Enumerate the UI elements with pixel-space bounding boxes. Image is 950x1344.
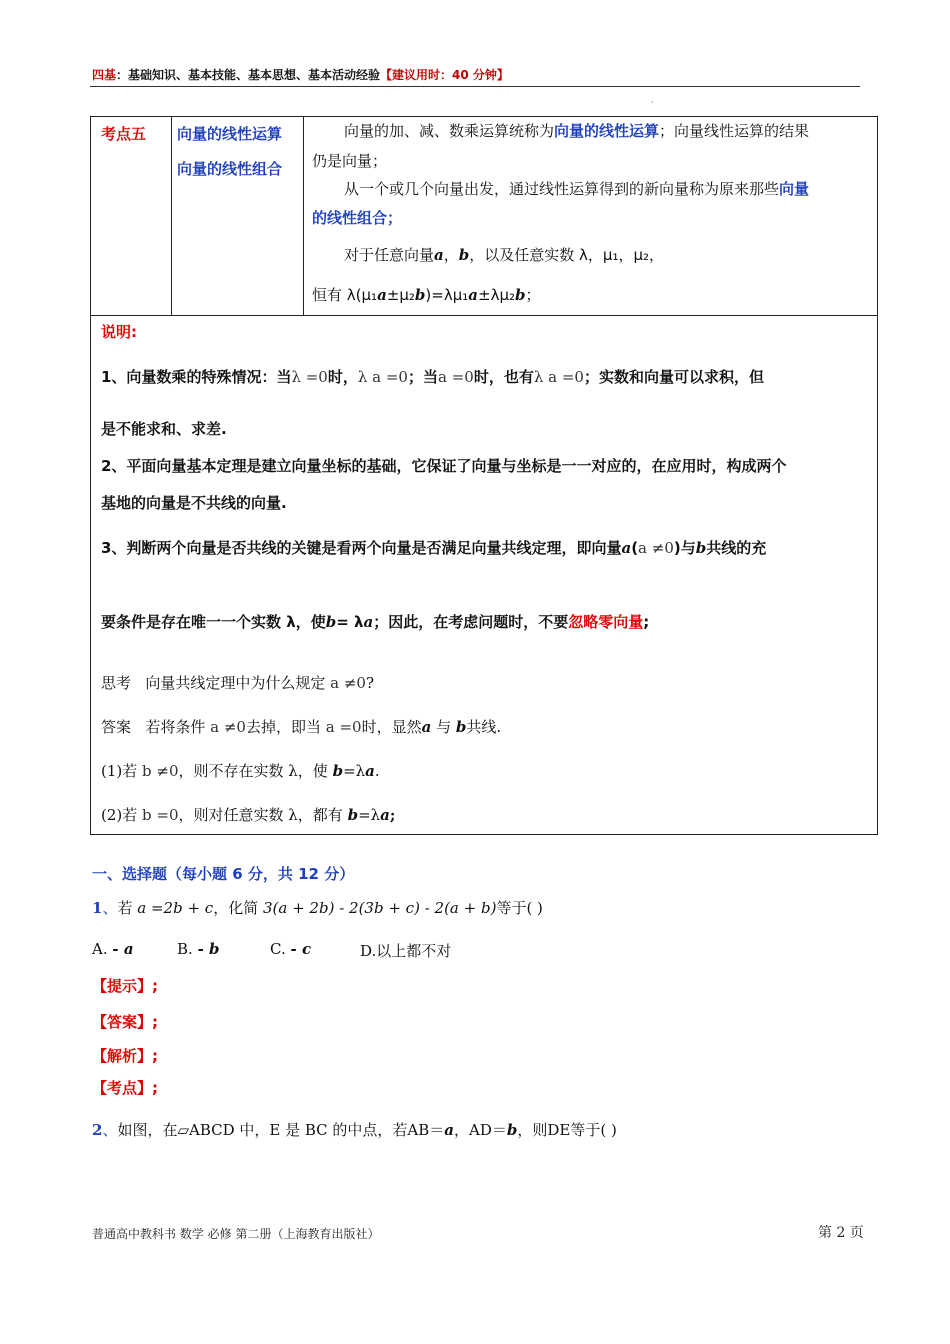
case-2-line: (2)若 b =0，则对任意实数 λ，都有 b=λa; [101,806,396,824]
row-divider [91,315,877,316]
def-line-5: 对于任意向量a，b，以及任意实数 λ，μ₁，μ₂， [344,246,665,264]
notes-title: 说明: [101,323,137,341]
hint-label: 【提示】; [92,977,158,995]
def-line-6: 恒有 λ(μ₁a±μ₂b)=λμ₁a±λμ₂b； [312,286,541,304]
option-a[interactable]: A. - a [92,940,134,958]
note-1-line-2: 是不能求和、求差. [101,420,227,438]
option-c[interactable]: C. - c [270,940,312,958]
page-header [92,66,509,83]
def-line-1: 向量的加、减、数乘运算统称为向量的线性运算；向量线性运算的结果 [344,122,810,140]
think-line: 思考 向量共线定理中为什么规定 a ≠0? [101,674,374,692]
column-divider-2 [303,117,304,315]
column-divider-1 [171,117,172,315]
case-1-line: (1)若 b ≠0，则不存在实数 λ，使 b=λa. [101,762,380,780]
section-title: 一、选择题（每小题 6 分，共 12 分） [92,865,355,883]
option-b[interactable]: B. - b [177,940,220,958]
topic-title-1: 向量的线性运算 [177,125,283,143]
note-1-line-1: 1、向量数乘的特殊情况：当λ =0时，λ a =0；当a =0时，也有λ a =0；实数和向量可以求积，但 [101,368,764,386]
note-2-line-1: 2、平面向量基本定理是建立向量坐标的基础，它保证了向量与坐标是一一对应的，在应用时，构成两个 [101,457,787,475]
topic-label: 考点五 [101,125,147,143]
header-label: 四基 [92,68,117,82]
footer-book: 普通高中教科书 数学 必修 第二册（上海教育出版社） [92,1227,380,1241]
header-time: 【建议用时：40 分钟】 [380,68,509,82]
note-2-line-2: 基地的向量是不共线的向量. [101,494,287,512]
def-line-2: 仍是向量； [312,152,388,170]
point-label: 【考点】; [92,1079,158,1097]
question-2: 2、如图，在▱ABCD 中，E 是 BC 的中点，若AB＝a，AD＝b，则DE等于( ) [92,1121,617,1139]
option-d[interactable]: D.以上都不对 [360,942,452,960]
page-number: 第 2 页 [818,1225,864,1241]
note-3-line-2: 要条件是存在唯一一个实数 λ，使b= λa；因此，在考虑问题时，不要忽略零向量; [101,613,650,631]
def-line-3: 从一个或几个向量出发，通过线性运算得到的新向量称为原来那些向量 [344,180,810,198]
answer-line: 答案 若将条件 a ≠0去掉，即当 a =0时，显然a 与 b共线. [101,718,502,736]
def-line-4: 的线性组合； [312,209,403,227]
analysis-label: 【解析】; [92,1047,158,1065]
header-text: ：基础知识、基本技能、基本思想、基本活动经验 [116,68,381,82]
tick-mark: , [651,95,654,104]
answer-label: 【答案】; [92,1013,158,1031]
note-3-line-1: 3、判断两个向量是否共线的关键是看两个向量是否满足向量共线定理，即向量a(a ≠0)与b共线的充 [101,539,767,557]
topic-title-2: 向量的线性组合 [177,160,283,178]
question-1: 1、若 a =2b + c，化简 3(a + 2b) - 2(3b + c) - 2(a + b)等于( ) [92,899,543,917]
header-divider [90,86,860,87]
